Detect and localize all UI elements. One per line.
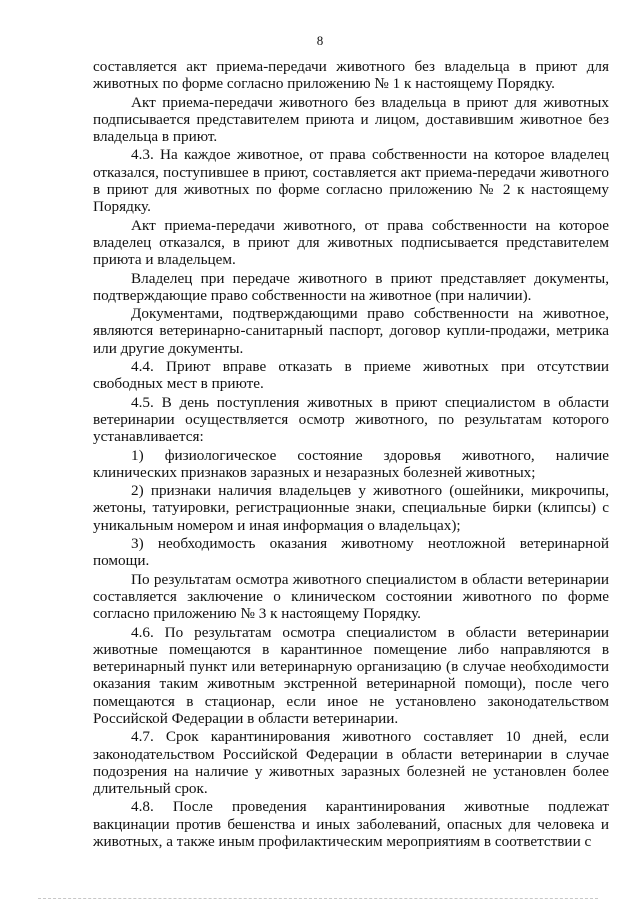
document-body — [93, 58, 609, 850]
paragraph-8: 4.5. В день поступления животных в приют специалистом в области ветеринарии осуществляется осмотр животного, по результатам которого устанавливается: — [93, 393, 609, 446]
scan-edge-line — [38, 898, 598, 899]
paragraph-3: 4.3. На каждое животное, от права собственности на которое владелец отказался, поступившее в приют, составляется акт приема-передачи животного в приют для животных по форме согласно приложению № 2 к настоящему Порядку. — [93, 146, 609, 216]
paragraph-11: 3) необходимость оказания животному неотложной ветеринарной помощи. — [93, 535, 609, 570]
paragraph-12: По результатам осмотра животного специалистом в области ветеринарии составляется заключение о клиническом состоянии животного по форме согласно приложению № 3 к настоящему Порядку. — [93, 570, 609, 623]
paragraph-14: 4.7. Срок карантинирования животного составляет 10 дней, если законодательством Российской Федерации в области ветеринарии в случае подозрения на наличие у животных заразных болезней не установлен более длительный срок. — [93, 728, 609, 798]
paragraph-13: 4.6. По результатам осмотра специалистом в области ветеринарии животные помещаются в карантинное помещение либо направляются в ветеринарный пункт или ветеринарную организацию (в случае необходимости оказания таким животным экстренной ветеринарной помощи), после чего помещаются в стационар, если иное не установлено законодательством Российской Федерации в области ветеринарии. — [93, 623, 609, 727]
paragraph-10: 2) признаки наличия владельцев у животного (ошейники, микрочипы, жетоны, татуировки, регистрационные знаки, специальные бирки (клипсы) с уникальным номером и иная информация о владельцах); — [93, 482, 609, 534]
paragraph-5: Владелец при передаче животного в приют представляет документы, подтверждающие право собственности на животное (при наличии). — [93, 269, 609, 304]
paragraph-2: Акт приема-передачи животного без владельца в приют для животных подписывается представителем приюта и лицом, доставившим животное без владельца в приют. — [93, 93, 609, 146]
page-number: 8 — [316, 33, 324, 48]
paragraph-7: 4.4. Приют вправе отказать в приеме животных при отсутствии свободных мест в приюте. — [93, 358, 609, 393]
paragraph-4: Акт приема-передачи животного, от права собственности на которое владелец отказался, в приют для животных подписывается представителем приюта и владельцем. — [93, 216, 609, 269]
paragraph-15: 4.8. После проведения карантинирования животные подлежат вакцинации против бешенства и иных заболеваний, опасных для человека и животных, а также иным профилактическим мероприятиям в соответствии с — [93, 798, 609, 851]
paragraph-1: составляется акт приема-передачи животного без владельца в приют для животных по форме согласно приложению № 1 к настоящему Порядку. — [93, 58, 609, 93]
paragraph-6: Документами, подтверждающими право собственности на животное, являются ветеринарно-санитарный паспорт, договор купли-продажи, метрика или другие документы. — [93, 305, 609, 357]
paragraph-9: 1) физиологическое состояние здоровья животного, наличие клинических признаков заразных и незаразных болезней животных; — [93, 446, 609, 481]
